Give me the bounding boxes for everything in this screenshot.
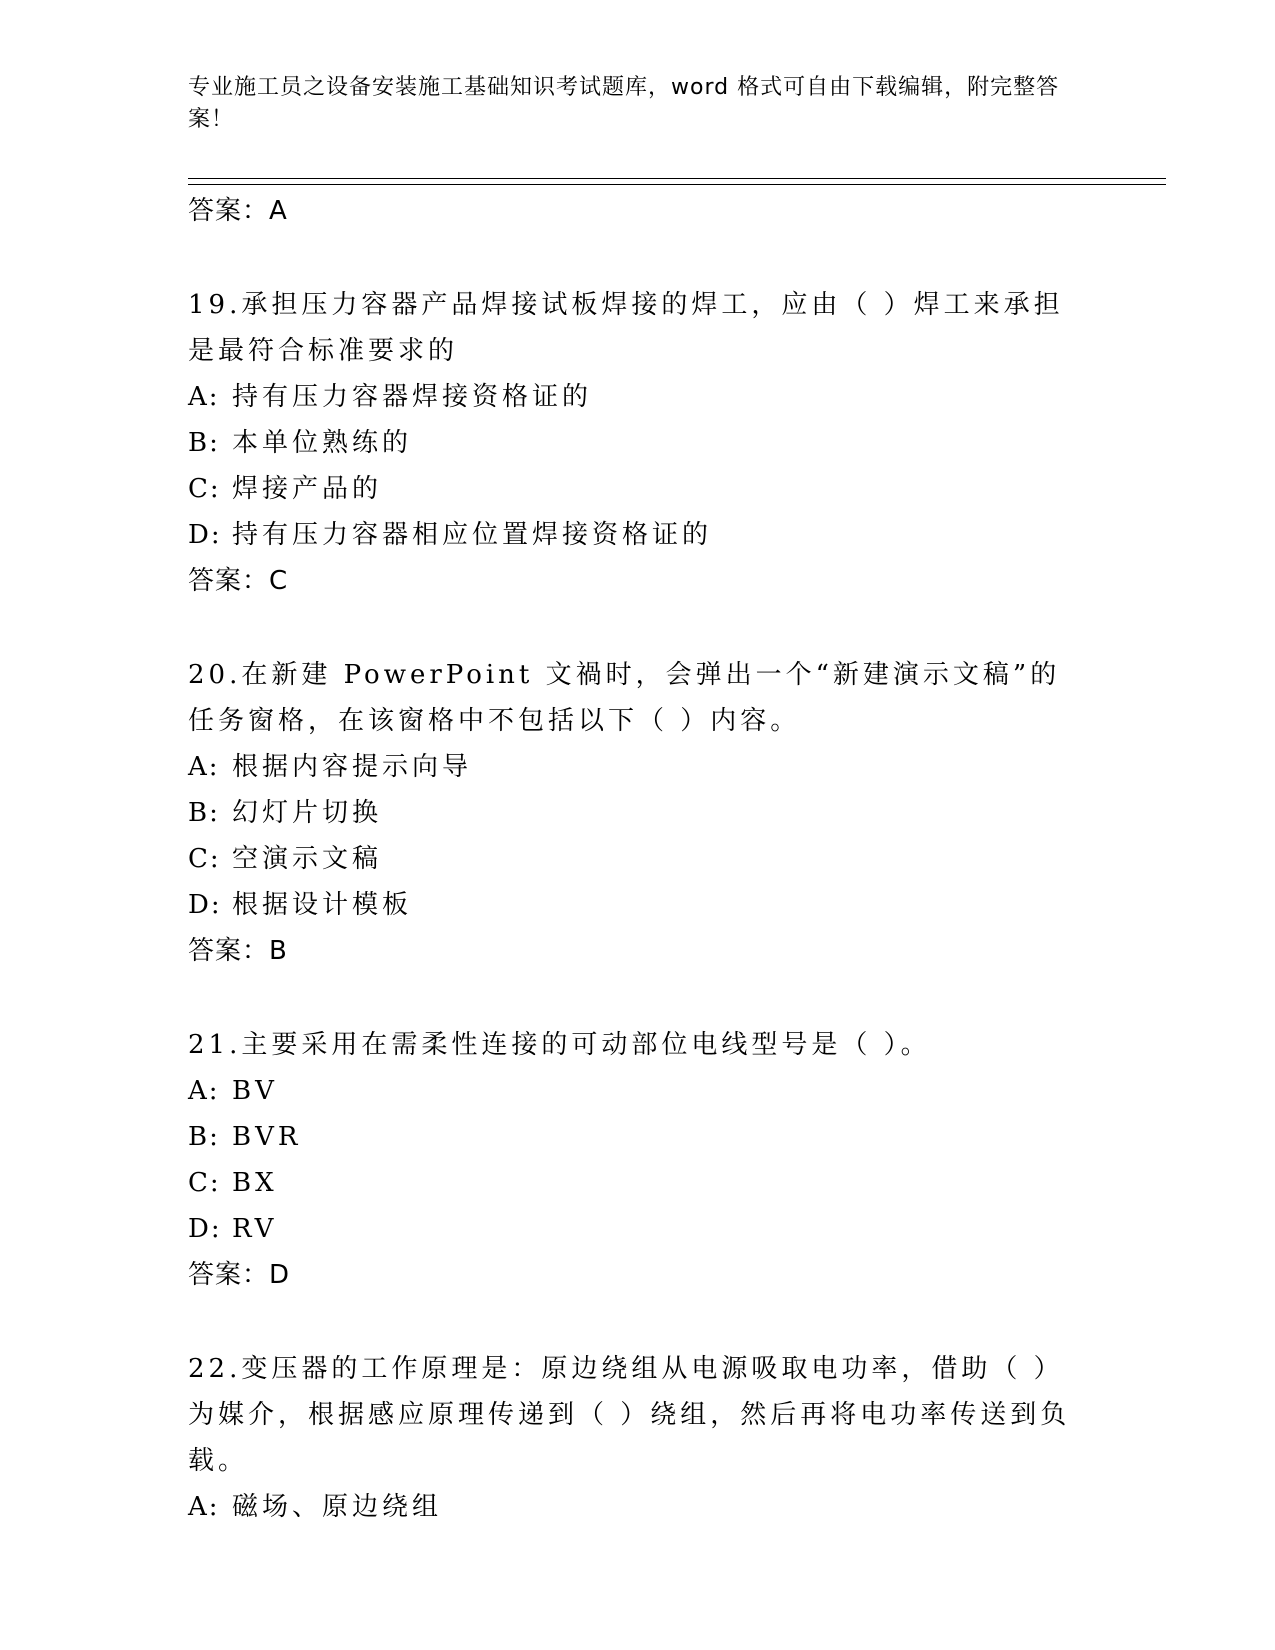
option-b	[188, 790, 1088, 836]
option-text: 根据内容提示向导	[232, 752, 473, 782]
option-d	[188, 512, 1088, 558]
option-letter: A:	[188, 752, 220, 782]
option-a	[188, 1484, 1088, 1530]
option-c	[188, 1160, 1088, 1206]
option-text: BVR	[232, 1122, 302, 1152]
option-c	[188, 466, 1088, 512]
option-text: 持有压力容器相应位置焊接资格证的	[232, 520, 713, 550]
option-letter: A:	[188, 1492, 220, 1522]
option-a	[188, 374, 1088, 420]
answer-value: A	[269, 196, 288, 226]
question-stem: 19.承担压力容器产品焊接试板焊接的焊工，应由（ ）焊工来承担是最符合标准要求的	[188, 290, 1064, 366]
option-text: 空演示文稿	[232, 844, 383, 874]
answer-label: 答案：	[188, 1260, 270, 1290]
document-header: 专业施工员之设备安装施工基础知识考试题库，word 格式可自由下载编辑，附完整答案！	[188, 75, 1060, 132]
option-letter: C:	[188, 474, 221, 504]
question-stem: 20.在新建 PowerPoint 文禍时，会弹出一个“新建演示文稿”的任务窗格，在该窗格中不包括以下（ ）内容。	[188, 660, 1061, 736]
option-text: 本单位熟练的	[232, 428, 413, 458]
option-d	[188, 1206, 1088, 1252]
option-text: 磁场、原边绕组	[232, 1492, 443, 1522]
header-divider-line	[188, 178, 1166, 179]
question-block	[188, 652, 1088, 974]
option-text: 根据设计模板	[232, 890, 413, 920]
question-block	[188, 1022, 1088, 1298]
option-text: 焊接产品的	[232, 474, 383, 504]
option-letter: A:	[188, 382, 220, 412]
option-a	[188, 1068, 1088, 1114]
answer-value: C	[269, 566, 289, 596]
header-divider-line-second	[188, 184, 1166, 185]
option-d	[188, 882, 1088, 928]
option-text: 持有压力容器焊接资格证的	[232, 382, 593, 412]
option-text: 幻灯片切换	[232, 798, 383, 828]
option-b	[188, 1114, 1088, 1160]
question-stem: 22.变压器的工作原理是：原边绕组从电源吸取电功率，借助（ ）为媒介，根据感应原理传递到（ ）绕组，然后再将电功率传送到负载。	[188, 1354, 1071, 1476]
option-letter: C:	[188, 844, 221, 874]
answer-label: 答案：	[188, 196, 270, 226]
question-block	[188, 282, 1088, 604]
answer-value: B	[269, 936, 288, 966]
option-letter: B:	[188, 428, 220, 458]
option-letter: D:	[188, 890, 222, 920]
option-letter: B:	[188, 798, 220, 828]
answer-label: 答案：	[188, 566, 270, 596]
answer-line	[188, 928, 1088, 974]
option-b	[188, 420, 1088, 466]
question-block	[188, 1346, 1088, 1530]
answer-line	[188, 1252, 1088, 1298]
question-stem: 21.主要采用在需柔性连接的可动部位电线型号是（ ）。	[188, 1030, 931, 1060]
answer-line	[188, 188, 1088, 234]
option-text: BV	[232, 1076, 278, 1106]
question-block	[188, 188, 1088, 234]
question-list	[188, 188, 1088, 1530]
option-c	[188, 836, 1088, 882]
option-text: RV	[232, 1214, 278, 1244]
option-letter: D:	[188, 1214, 222, 1244]
answer-label: 答案：	[188, 936, 270, 966]
option-text: BX	[232, 1168, 278, 1198]
option-letter: D:	[188, 520, 222, 550]
option-a	[188, 744, 1088, 790]
option-letter: A:	[188, 1076, 220, 1106]
answer-value: D	[269, 1260, 291, 1290]
option-letter: C:	[188, 1168, 221, 1198]
option-letter: B:	[188, 1122, 220, 1152]
answer-line	[188, 558, 1088, 604]
